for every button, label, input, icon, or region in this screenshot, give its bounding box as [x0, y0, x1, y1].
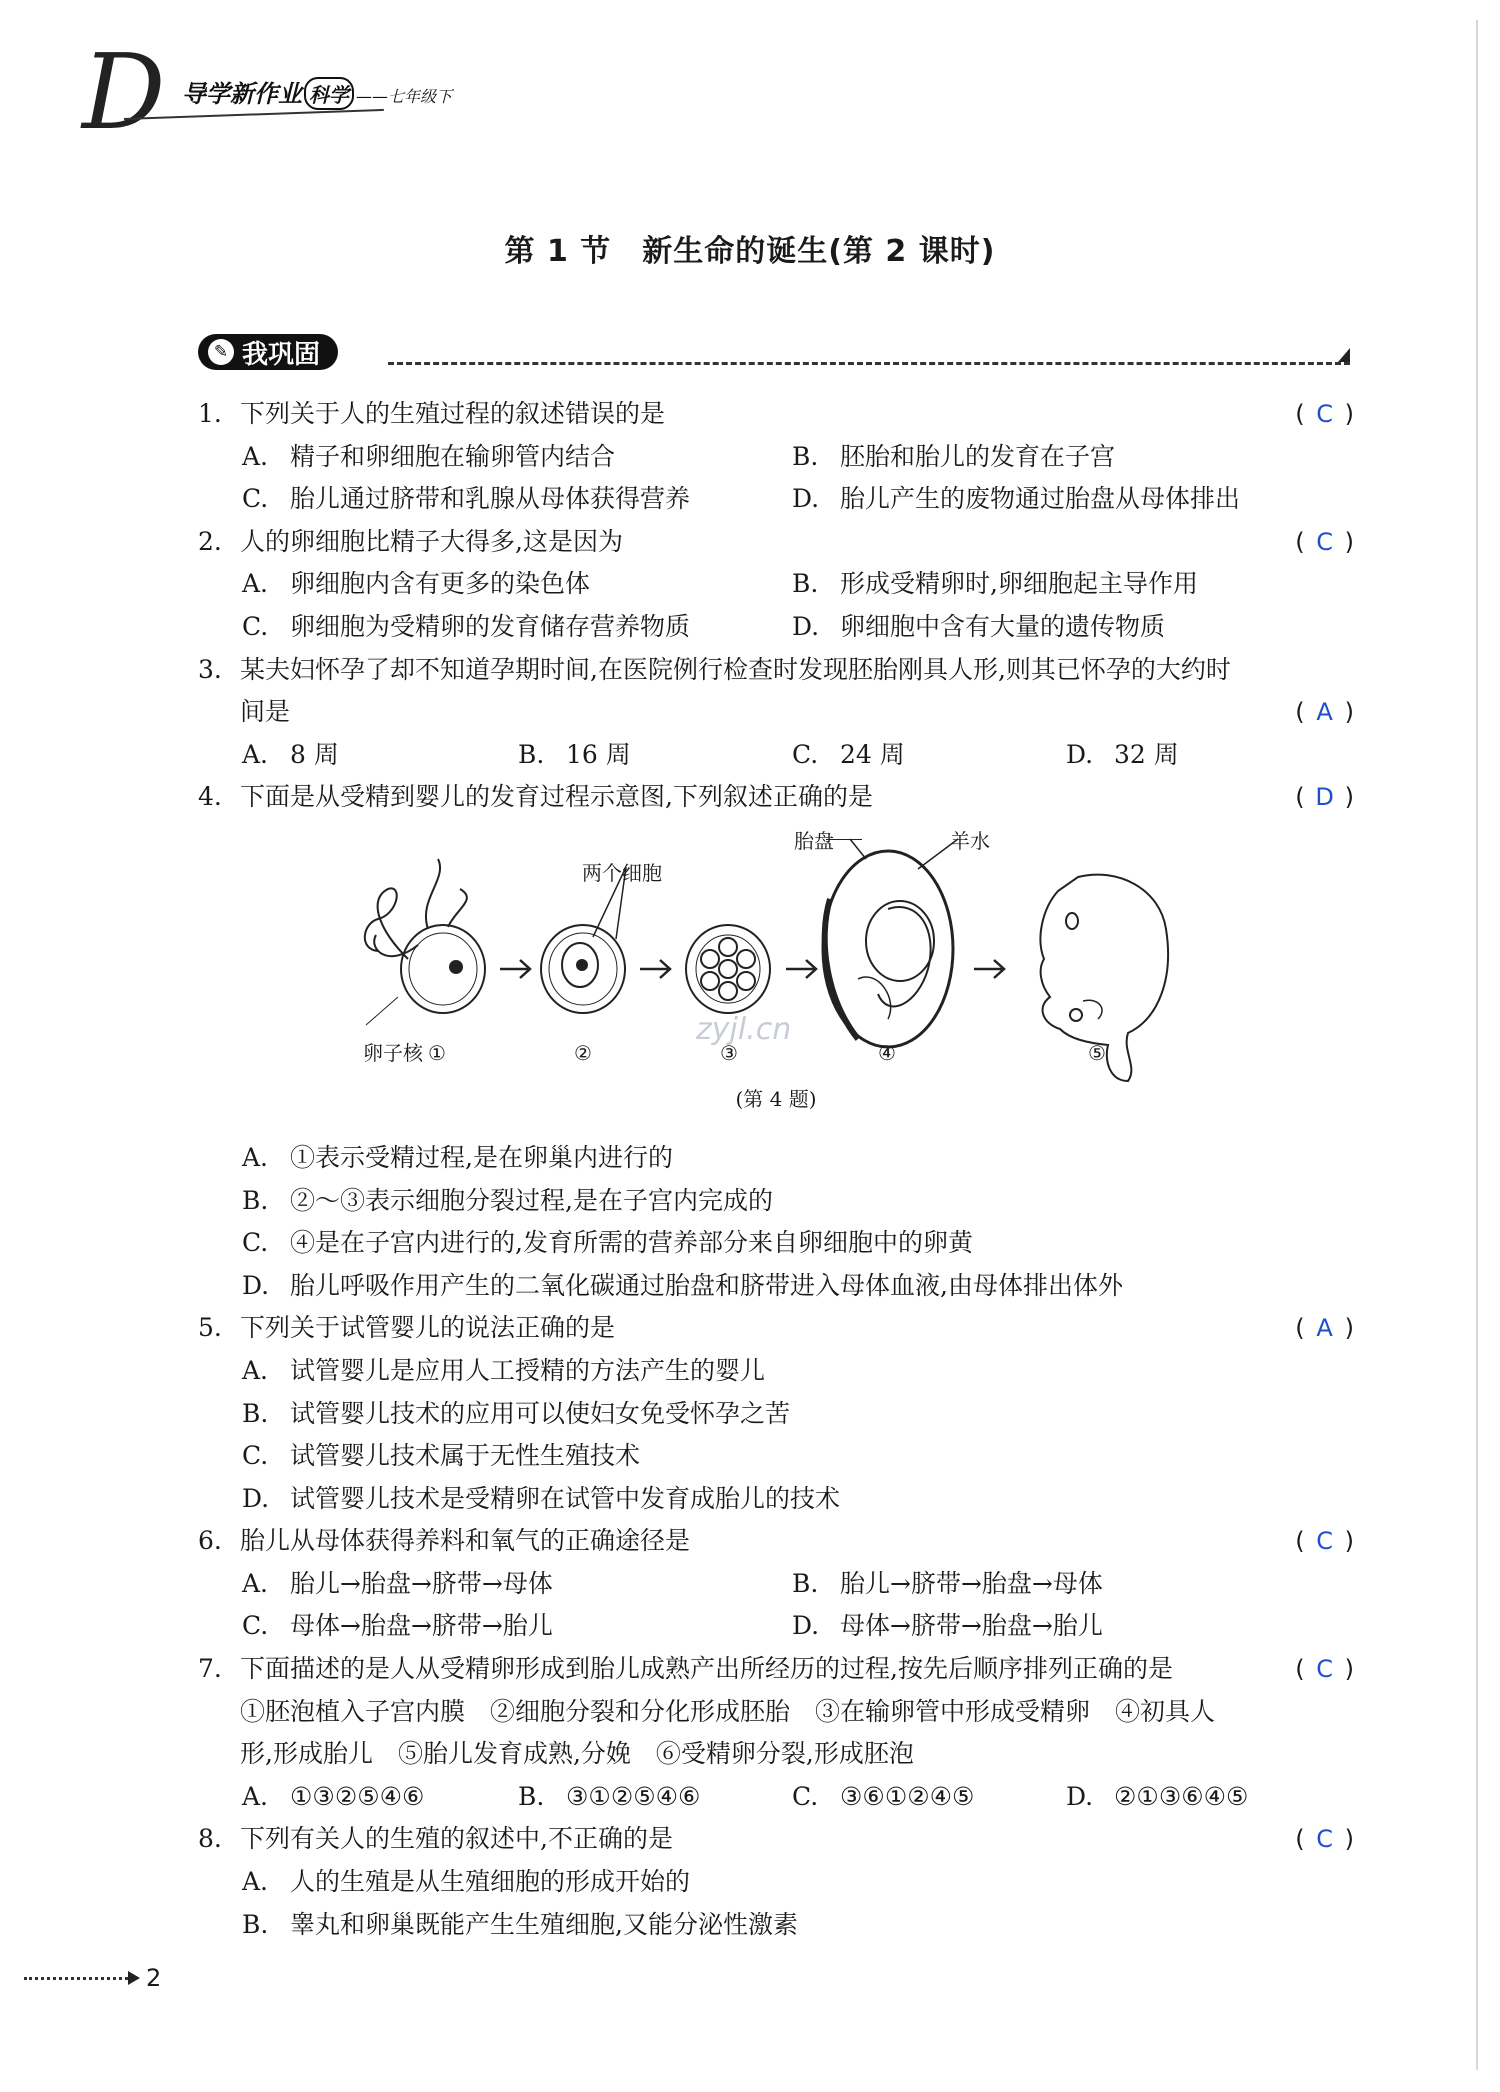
- option-row: [198, 1393, 1354, 1436]
- option-row: [198, 1435, 1354, 1478]
- question-6: [198, 1520, 1354, 1563]
- question-4: [198, 776, 1354, 819]
- option-a: A. 精子和卵细胞在输卵管内结合: [242, 441, 616, 471]
- option-d: D. ②①③⑥④⑤: [1066, 1781, 1249, 1811]
- option-d: D. 胎儿呼吸作用产生的二氧化碳通过胎盘和脐带进入母体血液,由母体排出体外: [242, 1270, 1123, 1300]
- footer-dotted-line: [24, 1977, 128, 1980]
- page-header: [82, 31, 582, 153]
- answer-bracket: ( A ): [1295, 1307, 1354, 1350]
- option-a: A. 8 周: [242, 739, 339, 769]
- question-number: 4.: [198, 782, 222, 812]
- series-title: [182, 74, 452, 110]
- series-name: 导学新作业: [182, 80, 302, 108]
- option-row: [198, 1605, 1354, 1648]
- option-row: [198, 1265, 1354, 1308]
- option-b: B. 16 周: [518, 739, 631, 769]
- option-a: A. ①表示受精过程,是在卵巢内进行的: [242, 1142, 673, 1172]
- placenta-label: 胎盘: [794, 828, 834, 853]
- option-row: [198, 606, 1354, 649]
- stage-1-number: ①: [428, 1040, 446, 1065]
- question-7: [198, 1648, 1354, 1691]
- question-7-steps-cont: [198, 1733, 1354, 1776]
- option-d: D. 卵细胞中含有大量的遗传物质: [792, 611, 1166, 641]
- answer-bracket: ( C ): [1295, 1818, 1354, 1861]
- stage-3-blastula: [686, 925, 770, 1013]
- steps-line: ①胚泡植入子宫内膜 ②细胞分裂和分化形成胚胎 ③在输卵管中形成受精卵 ④初具人: [240, 1696, 1216, 1726]
- option-c: C. 卵细胞为受精卵的发育储存营养物质: [242, 611, 691, 641]
- option-d: D. 母体→脐带→胎盘→胎儿: [792, 1611, 1103, 1641]
- option-a: A. 胎儿→胎盘→脐带→母体: [242, 1568, 553, 1598]
- option-a: A. 卵细胞内含有更多的染色体: [242, 569, 591, 599]
- option-c: C. 试管婴儿技术属于无性生殖技术: [242, 1441, 641, 1471]
- development-figure: [198, 819, 1354, 1137]
- stage-2-two-cells: [541, 867, 626, 1013]
- question-stem: 人的卵细胞比精子大得多,这是因为: [240, 526, 623, 556]
- question-stem: 胎儿从母体获得养料和氧气的正确途径是: [240, 1526, 691, 1556]
- figure-caption: (第 4 题): [735, 1086, 817, 1111]
- option-row: [198, 734, 1354, 777]
- option-b: B. ③①②⑤④⑥: [518, 1781, 701, 1811]
- option-c: C. 24 周: [792, 739, 905, 769]
- grade-label: ——七年级下: [356, 87, 453, 106]
- option-d: D. 32 周: [1066, 739, 1179, 769]
- answer-bracket: ( A ): [1295, 691, 1354, 734]
- question-number: 5.: [198, 1313, 222, 1343]
- page-number: 2: [146, 1964, 162, 1992]
- option-b: B. 睾丸和卵巢既能产生生殖细胞,又能分泌性激素: [242, 1909, 798, 1939]
- answer-bracket: ( C ): [1295, 1520, 1354, 1563]
- option-b: B. ②～③表示细胞分裂过程,是在子宫内完成的: [242, 1185, 773, 1215]
- answer-letter: A: [1316, 1314, 1333, 1343]
- banner-corner-mark: [1338, 348, 1350, 362]
- placenta-leader-line: [826, 825, 862, 840]
- question-stem: 下列关于试管婴儿的说法正确的是: [240, 1313, 616, 1343]
- question-8: [198, 1818, 1354, 1861]
- watermark: zyjl.cn: [696, 1011, 792, 1047]
- two-cells-label: 两个细胞: [582, 860, 662, 885]
- page-footer: [24, 1964, 161, 1992]
- section-title: 第 1 节 新生命的诞生(第 2 课时): [504, 234, 996, 269]
- banner-pill: [198, 334, 338, 370]
- option-d: D. 胎儿产生的废物通过胎盘从母体排出: [792, 484, 1241, 514]
- option-row: [198, 1861, 1354, 1904]
- option-d: D. 试管婴儿技术是受精卵在试管中发育成胎儿的技术: [242, 1483, 841, 1513]
- answer-letter: C: [1316, 1825, 1333, 1854]
- question-number: 3.: [198, 654, 222, 684]
- question-stem-cont: 间是: [240, 697, 291, 727]
- option-row: [198, 1904, 1354, 1947]
- banner-dashed-line: [388, 362, 1350, 365]
- option-row: [198, 1350, 1354, 1393]
- amniotic-fluid-label: 羊水: [950, 828, 990, 853]
- question-number: 8.: [198, 1824, 222, 1854]
- question-stem: 某夫妇怀孕了却不知道孕期时间,在医院例行检查时发现胚胎刚具人形,则其已怀孕的大约时: [240, 654, 1231, 684]
- stage-5-number: ⑤: [1088, 1040, 1106, 1065]
- option-c: C. ④是在子宫内进行的,发育所需的营养部分来自卵细胞中的卵黄: [242, 1228, 973, 1258]
- option-row: [198, 1222, 1354, 1265]
- question-list: [198, 393, 1354, 1946]
- question-stem: 下面描述的是人从受精卵形成到胎儿成熟产出所经历的过程,按先后顺序排列正确的是: [240, 1654, 1173, 1684]
- question-3-cont: [198, 691, 1354, 734]
- answer-letter: A: [1316, 698, 1333, 727]
- answer-letter: C: [1316, 1527, 1333, 1556]
- question-stem: 下面是从受精到婴儿的发育过程示意图,下列叙述正确的是: [240, 782, 873, 812]
- question-stem: 下列有关人的生殖的叙述中,不正确的是: [240, 1824, 673, 1854]
- consolidate-banner: [198, 334, 1350, 370]
- option-row: [198, 1180, 1354, 1223]
- question-7-steps: [198, 1691, 1354, 1734]
- question-number: 7.: [198, 1654, 222, 1684]
- answer-letter: D: [1315, 783, 1334, 812]
- question-5: [198, 1307, 1354, 1350]
- option-row: [198, 1137, 1354, 1180]
- pencil-note-icon: ✎: [208, 339, 234, 365]
- option-row: [198, 563, 1354, 606]
- option-c: C. 胎儿通过脐带和乳腺从母体获得营养: [242, 484, 691, 514]
- footer-arrow-icon: [128, 1971, 140, 1985]
- stage-4-number: ④: [878, 1040, 896, 1065]
- option-b: B. 试管婴儿技术的应用可以使妇女免受怀孕之苦: [242, 1398, 791, 1428]
- series-logo: D: [82, 31, 166, 153]
- subject-badge: 科学: [304, 77, 354, 110]
- answer-letter: C: [1316, 527, 1333, 556]
- answer-bracket: ( C ): [1295, 393, 1354, 436]
- option-row: [198, 1478, 1354, 1521]
- question-stem: 下列关于人的生殖过程的叙述错误的是: [240, 399, 666, 428]
- option-b: B. 胚胎和胎儿的发育在子宫: [792, 441, 1116, 471]
- answer-bracket: ( C ): [1295, 521, 1354, 564]
- option-row: [198, 478, 1354, 521]
- question-number: 1.: [198, 399, 222, 428]
- option-b: B. 形成受精卵时,卵细胞起主导作用: [792, 569, 1198, 599]
- option-row: [198, 1776, 1354, 1819]
- page-edge: [1476, 20, 1478, 2070]
- answer-letter: C: [1316, 400, 1333, 428]
- option-c: C. 母体→胎盘→脐带→胎儿: [242, 1611, 553, 1641]
- steps-line: 形,形成胎儿 ⑤胎儿发育成熟,分娩 ⑥受精卵分裂,形成胚泡: [240, 1739, 914, 1769]
- option-b: B. 胎儿→脐带→胎盘→母体: [792, 1568, 1103, 1598]
- banner-label: 我巩固: [242, 339, 321, 370]
- option-a: A. 人的生殖是从生殖细胞的形成开始的: [242, 1867, 691, 1897]
- stage-2-number: ②: [574, 1040, 592, 1065]
- stage-3-number: ③: [720, 1040, 738, 1065]
- option-a: A. ①③②⑤④⑥: [242, 1781, 425, 1811]
- stage-4-fetus-in-uterus: [823, 839, 958, 1047]
- stage-1-fertilization: [365, 859, 485, 1025]
- egg-nucleus-label: 卵子核: [363, 1040, 423, 1065]
- option-row: [198, 436, 1354, 479]
- question-3: [198, 649, 1354, 692]
- answer-bracket: ( D ): [1295, 776, 1354, 819]
- question-1: [198, 393, 1354, 436]
- option-c: C. ③⑥①②④⑤: [792, 1781, 975, 1811]
- option-a: A. 试管婴儿是应用人工授精的方法产生的婴儿: [242, 1355, 766, 1385]
- option-row: [198, 1563, 1354, 1606]
- answer-bracket: ( C ): [1295, 1648, 1354, 1691]
- answer-letter: C: [1316, 1655, 1333, 1684]
- question-number: 2.: [198, 526, 222, 556]
- question-number: 6.: [198, 1526, 222, 1556]
- question-2: [198, 521, 1354, 564]
